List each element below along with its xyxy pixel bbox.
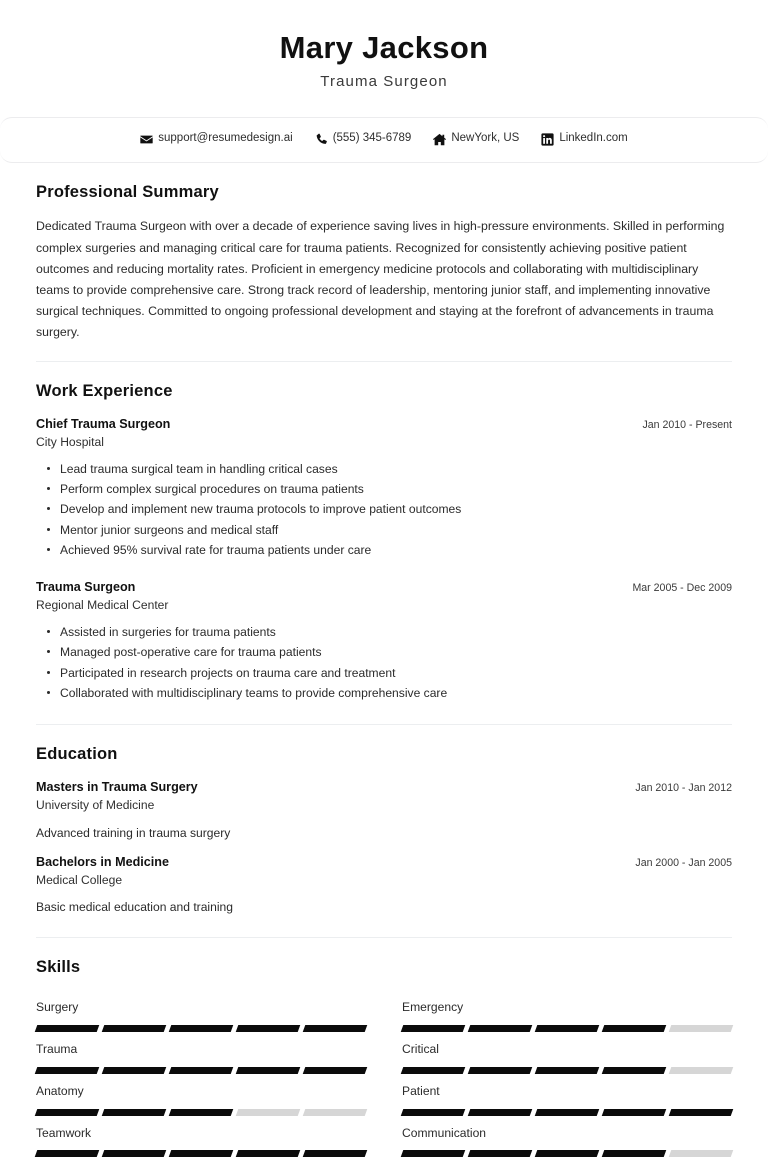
skill-rating-bar — [402, 1150, 732, 1157]
list-item: Perform complex surgical procedures on trauma patients — [36, 480, 732, 498]
linkedin-icon — [541, 133, 554, 146]
skill-segment — [468, 1067, 533, 1074]
education-degree: Masters in Trauma Surgery — [36, 780, 198, 795]
skill-item — [36, 1117, 366, 1158]
skill-segment — [102, 1109, 167, 1116]
skill-segment — [535, 1109, 600, 1116]
skill-label: Anatomy — [36, 1083, 84, 1098]
section-title-skills: Skills — [36, 957, 81, 976]
divider-education — [36, 724, 732, 725]
section-title-work: Work Experience — [36, 382, 173, 401]
contact-linkedin[interactable] — [541, 133, 627, 146]
skill-segment — [303, 1109, 368, 1116]
skill-label: Emergency — [402, 1000, 464, 1015]
work-entry-head — [36, 579, 732, 596]
education-entry-head — [36, 854, 732, 871]
skill-segment — [468, 1109, 533, 1116]
list-item: Assisted in surgeries for trauma patients — [36, 623, 732, 641]
skill-segment — [236, 1025, 301, 1032]
education-date: Jan 2010 - Jan 2012 — [635, 782, 732, 795]
envelope-icon — [140, 133, 153, 146]
education-date: Jan 2000 - Jan 2005 — [635, 856, 732, 869]
list-item: Mentor junior surgeons and medical staff — [36, 521, 732, 539]
education-description: Basic medical education and training — [36, 900, 233, 915]
skill-rating-bar — [402, 1067, 732, 1074]
education-description: Advanced training in trauma surgery — [36, 825, 231, 840]
skill-segment — [468, 1150, 533, 1157]
divider-work — [36, 361, 732, 362]
work-entry — [36, 416, 732, 559]
skill-rating-bar — [36, 1150, 366, 1157]
job-title: Trauma Surgeon — [320, 72, 448, 90]
skill-segment — [169, 1150, 234, 1157]
list-item: Managed post-operative care for trauma patients — [36, 643, 732, 661]
skill-segment — [303, 1025, 368, 1032]
list-item: Lead trauma surgical team in handling critical cases — [36, 460, 732, 478]
list-item: Collaborated with multidisciplinary teams to provide comprehensive care — [36, 684, 732, 702]
page-title: Mary Jackson — [279, 30, 489, 65]
skill-segment — [401, 1067, 466, 1074]
skill-segment — [169, 1109, 234, 1116]
skill-item — [402, 991, 732, 1033]
skill-segment — [602, 1025, 667, 1032]
skill-segment — [236, 1109, 301, 1116]
skill-segment — [35, 1109, 100, 1116]
skill-segment — [169, 1067, 234, 1074]
education-institution: University of Medicine — [36, 798, 155, 813]
work-entry — [36, 579, 732, 702]
work-organization: City Hospital — [36, 435, 104, 450]
contact-phone[interactable] — [315, 133, 412, 146]
skill-segment — [303, 1067, 368, 1074]
skill-label: Communication — [402, 1125, 487, 1140]
section-title-education: Education — [36, 745, 118, 764]
skill-segment — [102, 1067, 167, 1074]
contact-email[interactable] — [140, 133, 292, 146]
education-entry — [36, 779, 732, 842]
list-item: Participated in research projects on trauma care and treatment — [36, 664, 732, 682]
contact-bar — [0, 117, 768, 163]
education-entry — [36, 854, 732, 917]
contact-email-label: support@resumedesign.ai — [158, 132, 293, 145]
list-item: Develop and implement new trauma protocols to improve patient outcomes — [36, 500, 732, 518]
skill-segment — [401, 1150, 466, 1157]
contact-phone-label: (555) 345-6789 — [332, 132, 412, 145]
skill-label: Teamwork — [36, 1125, 92, 1140]
home-icon — [433, 133, 446, 146]
skill-segment — [401, 1109, 466, 1116]
skill-segment — [35, 1025, 100, 1032]
skill-item — [402, 1033, 732, 1075]
education-degree: Bachelors in Medicine — [36, 854, 169, 869]
work-organization: Regional Medical Center — [36, 598, 169, 613]
skill-segment — [669, 1150, 734, 1157]
skill-label: Patient — [402, 1083, 440, 1098]
skill-segment — [602, 1109, 667, 1116]
skill-segment — [669, 1109, 734, 1116]
skill-segment — [535, 1150, 600, 1157]
work-date: Jan 2010 - Present — [642, 419, 732, 432]
skill-segment — [602, 1067, 667, 1074]
skill-rating-bar — [36, 1109, 366, 1116]
work-role: Chief Trauma Surgeon — [36, 417, 171, 432]
summary-text: Dedicated Trauma Surgeon with over a decade of experience saving lives in high-pressure environments. Skilled in performing complex surgeries and managing critical care for trauma patients. Recognized for consistently achieving positive patient outcomes and reducing mortality rates. Proficient in emergency medicine protocols and collaborating with multidisciplinary teams to provide comprehensive care. Strong track record of leadership, mentoring junior staff, and implementing innovative surgical techniques. Committed to ongoing professional development and staying at the forefront of advancements in trauma surgery. — [36, 219, 725, 340]
resume-header — [0, 0, 768, 109]
skill-segment — [236, 1067, 301, 1074]
skill-label: Trauma — [36, 1042, 78, 1057]
skill-item — [402, 1117, 732, 1158]
contact-location-label: NewYork, US — [451, 132, 520, 145]
contact-linkedin-label: LinkedIn.com — [559, 132, 628, 145]
section-professional-summary — [0, 183, 768, 344]
skills-grid — [36, 991, 732, 1158]
work-bullets — [36, 460, 732, 560]
skill-label: Critical — [402, 1042, 439, 1057]
education-entry-head — [36, 779, 732, 796]
section-education — [0, 745, 768, 916]
work-role: Trauma Surgeon — [36, 580, 136, 595]
section-title-summary: Professional Summary — [36, 182, 219, 201]
skill-segment — [468, 1025, 533, 1032]
skill-item — [402, 1075, 732, 1117]
skill-item — [36, 1033, 366, 1075]
skill-segment — [669, 1025, 734, 1032]
skill-rating-bar — [402, 1025, 732, 1032]
education-institution: Medical College — [36, 872, 123, 887]
skill-segment — [669, 1067, 734, 1074]
skill-segment — [102, 1025, 167, 1032]
work-entry-head — [36, 416, 732, 433]
skill-segment — [236, 1150, 301, 1157]
skill-rating-bar — [36, 1025, 366, 1032]
contact-location[interactable] — [433, 133, 519, 146]
phone-icon — [315, 133, 328, 146]
skill-segment — [169, 1025, 234, 1032]
skill-segment — [602, 1150, 667, 1157]
skill-item — [36, 991, 366, 1033]
section-work-experience — [0, 382, 768, 702]
skill-segment — [35, 1067, 100, 1074]
skill-item — [36, 1075, 366, 1117]
work-date: Mar 2005 - Dec 2009 — [632, 582, 732, 595]
skill-segment — [535, 1067, 600, 1074]
skill-rating-bar — [36, 1067, 366, 1074]
skill-segment — [35, 1150, 100, 1157]
skill-segment — [535, 1025, 600, 1032]
work-bullets — [36, 623, 732, 703]
skill-segment — [303, 1150, 368, 1157]
divider-skills — [36, 937, 732, 938]
skill-rating-bar — [402, 1109, 732, 1116]
skill-label: Surgery — [36, 1000, 79, 1015]
section-skills — [0, 958, 768, 1158]
skill-segment — [102, 1150, 167, 1157]
list-item: Achieved 95% survival rate for trauma patients under care — [36, 541, 732, 559]
skill-segment — [401, 1025, 466, 1032]
